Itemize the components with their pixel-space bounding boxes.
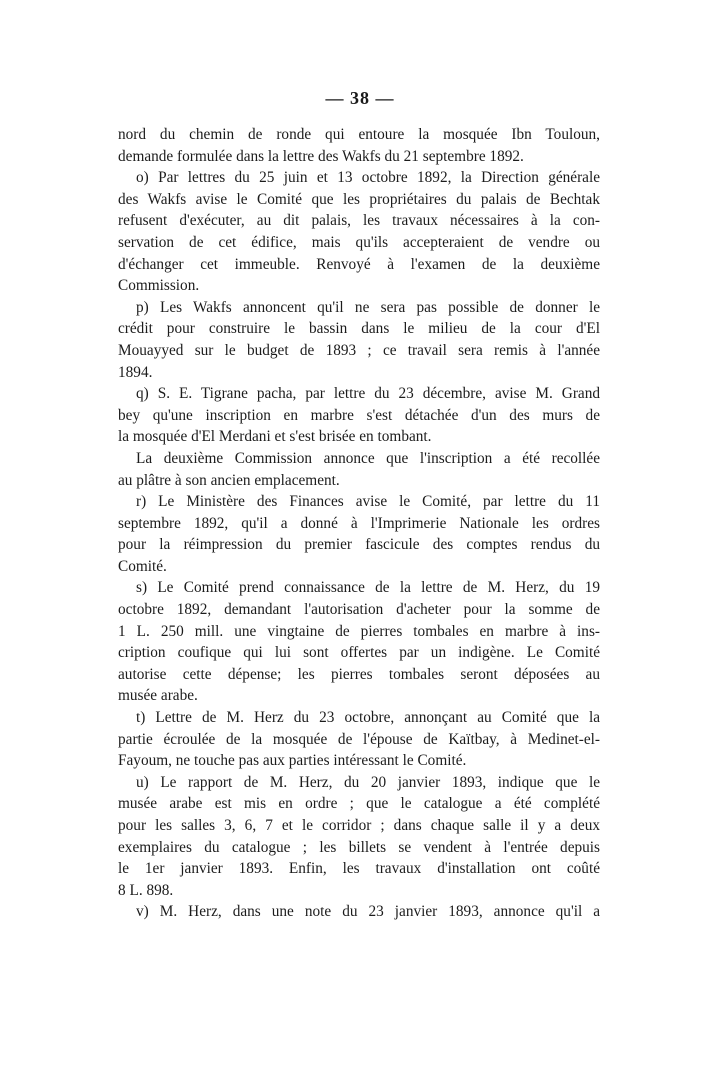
text-line: Mouayyed sur le budget de 1893 ; ce travail sera remis à l'année bbox=[118, 341, 600, 359]
text-line: bey qu'une inscription en marbre s'est détachée d'un des murs de bbox=[118, 406, 600, 424]
text-line: partie écroulée de la mosquée de l'épouse de Kaïtbay, à Medinet-el- bbox=[118, 730, 600, 748]
text-line: musée arabe. bbox=[118, 687, 198, 705]
text-line: q) S. E. Tigrane pacha, par lettre du 23 décembre, avise M. Grand bbox=[136, 385, 600, 403]
page-number: — 38 — bbox=[325, 88, 395, 108]
text-line: la mosquée d'El Merdani et s'est brisée en tombant. bbox=[118, 428, 432, 446]
text-line: crédit pour construire le bassin dans le milieu de la cour d'El bbox=[118, 320, 600, 338]
text-line: p) Les Wakfs annoncent qu'il ne sera pas possible de donner le bbox=[136, 298, 600, 316]
text-line: autorise cette dépense; les pierres tombales seront déposées au bbox=[118, 665, 600, 683]
text-line: Comité. bbox=[118, 557, 167, 575]
text-line: au plâtre à son ancien emplacement. bbox=[118, 471, 340, 489]
text-line: des Wakfs avise le Comité que les propriétaires du palais de Bechtak bbox=[118, 190, 600, 208]
text-line: d'échanger cet immeuble. Renvoyé à l'examen de la deuxième bbox=[118, 255, 600, 273]
text-line: s) Le Comité prend connaissance de la lettre de M. Herz, du 19 bbox=[136, 579, 600, 597]
text-line: septembre 1892, qu'il a donné à l'Imprimerie Nationale les ordres bbox=[118, 514, 600, 532]
text-line: refusent d'exécuter, au dit palais, les travaux nécessaires à la con- bbox=[118, 212, 600, 230]
text-line: pour la réimpression du premier fascicule des comptes rendus du bbox=[118, 536, 600, 554]
text-line: u) Le rapport de M. Herz, du 20 janvier 1893, indique que le bbox=[136, 773, 600, 791]
text-line: 1 L. 250 mill. une vingtaine de pierres tombales en marbre à ins- bbox=[118, 622, 600, 640]
text-line: La deuxième Commission annonce que l'inscription a été recollée bbox=[136, 449, 600, 467]
text-line: t) Lettre de M. Herz du 23 octobre, annonçant au Comité que la bbox=[136, 709, 600, 727]
text-line: octobre 1892, demandant l'autorisation d'acheter pour la somme de bbox=[118, 601, 600, 619]
text-line: 1894. bbox=[118, 363, 153, 381]
text-line: le 1er janvier 1893. Enfin, les travaux d'installation ont coûté bbox=[118, 860, 600, 878]
text-line: nord du chemin de ronde qui entoure la mosquée Ibn Touloun, bbox=[118, 126, 600, 143]
text-line: servation de cet édifice, mais qu'ils accepteraient de vendre ou bbox=[118, 233, 600, 251]
text-line: demande formulée dans la lettre des Wakfs du 21 septembre 1892. bbox=[118, 147, 524, 165]
text-line: v) M. Herz, dans une note du 23 janvier 1893, annonce qu'il a bbox=[136, 903, 600, 921]
text-line: exemplaires du catalogue ; les billets se vendent à l'entrée depuis bbox=[118, 838, 600, 856]
text-line: 8 L. 898. bbox=[118, 881, 174, 899]
text-line: cription coufique qui lui sont offertes par un indigène. Le Comité bbox=[118, 644, 600, 662]
text-line: Fayoum, ne touche pas aux parties intéressant le Comité. bbox=[118, 752, 467, 770]
body-text bbox=[118, 124, 600, 923]
text-line: musée arabe est mis en ordre ; que le catalogue a été complété bbox=[118, 795, 600, 813]
text-line: o) Par lettres du 25 juin et 13 octobre 1892, la Direction générale bbox=[136, 169, 600, 187]
text-line: pour les salles 3, 6, 7 et le corridor ; dans chaque salle il y a deux bbox=[118, 817, 600, 834]
text-line: r) Le Ministère des Finances avise le Comité, par lettre du 11 bbox=[136, 493, 600, 511]
text-line: Commission. bbox=[118, 277, 200, 295]
